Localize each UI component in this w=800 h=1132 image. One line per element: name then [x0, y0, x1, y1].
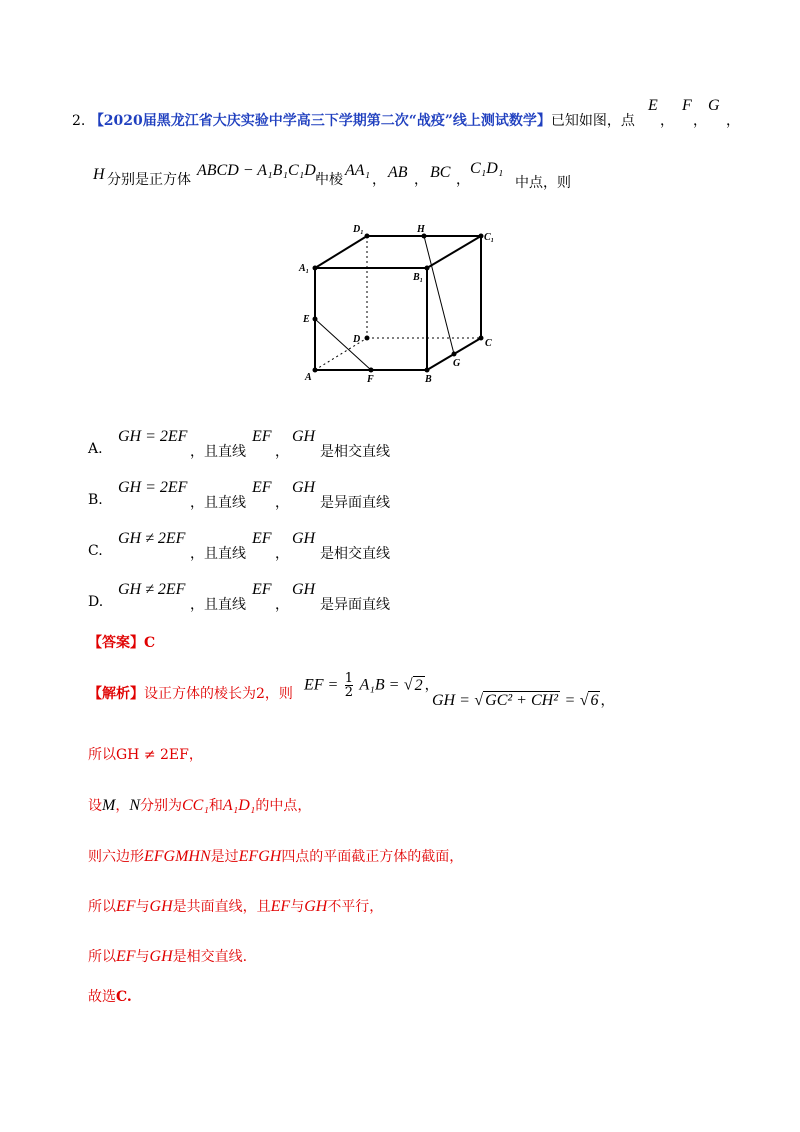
option-d-line2: GH	[292, 581, 316, 598]
l4-a: 则六边形	[88, 849, 144, 865]
option-a-line1: EF	[252, 428, 272, 445]
l3-N: N	[129, 797, 140, 814]
l5-GH2: GH	[304, 898, 328, 915]
option-b-formula: GH = 2EF	[118, 479, 188, 496]
l4-c: 四点的平面截正方体的截面，	[281, 849, 464, 865]
eq1-sqrt: 2	[414, 676, 423, 694]
option-a-formula: GH = 2EF	[118, 428, 188, 445]
l3-a: 设	[88, 798, 102, 814]
l4-b: 是过	[210, 849, 239, 865]
label-D1: D₁	[353, 224, 364, 235]
question-source: 【2020届黑龙江省大庆实验中学高三下学期第二次“战疫”线上测试数学】	[89, 113, 551, 129]
eq2-lhs: GH =	[432, 692, 470, 709]
analysis-line-1	[88, 683, 293, 703]
edge-AA1: AA₁	[345, 162, 371, 179]
l4-pts: EFGH	[238, 848, 282, 865]
analysis-label: 【解析】	[88, 686, 144, 702]
comma: ，	[726, 113, 740, 129]
l5-e: 不平行，	[327, 899, 384, 915]
option-c-letter: C.	[88, 543, 103, 559]
l3-A1D1: A₁D₁	[222, 797, 256, 814]
point-G: G	[708, 97, 720, 114]
l6-c: 是相交直线.	[172, 949, 248, 965]
label-A1: A₁	[299, 263, 310, 274]
l6-a: 所以	[88, 949, 116, 965]
label-G: G	[453, 358, 461, 369]
option-b-letter: B.	[88, 492, 103, 508]
edge-AB: AB	[388, 164, 408, 181]
l6-b: 与	[135, 949, 150, 965]
l7-a: 故选	[88, 989, 116, 1005]
l3-e: 的中点，	[255, 798, 312, 814]
analysis-eq1: EF = $\frac{1}{2}$ A₁B = √ 2 ，	[304, 671, 439, 700]
option-d-letter: D.	[88, 594, 104, 610]
label-C: C	[485, 338, 492, 349]
l5-c: 是共面直线，且	[172, 899, 271, 915]
eq2-rhs: 6	[590, 692, 599, 709]
analysis-eq2: GH = √ GC² + CH² = √ 6 ，	[432, 692, 615, 709]
eq1-mid: A₁B =	[359, 676, 400, 694]
option-b-sep: ，	[275, 495, 289, 511]
l3-c: 分别为	[140, 798, 182, 814]
eq2-eq: =	[564, 692, 576, 709]
option-a-end: 是相交直线	[320, 444, 390, 460]
analysis-line-5	[88, 896, 383, 916]
option-b-text: ，且直线	[190, 495, 246, 511]
l5-a: 所以	[88, 899, 116, 915]
analysis-line-6	[88, 946, 247, 966]
option-a-letter: A.	[88, 441, 103, 457]
l5-EF2: EF	[270, 898, 291, 915]
l3-d: 和	[208, 798, 223, 814]
label-C1: C₁	[484, 232, 495, 243]
comma: ，	[456, 172, 470, 188]
comma: ，	[660, 113, 674, 129]
option-a-sep: ，	[275, 444, 289, 460]
comma: ，	[372, 172, 386, 188]
l5-d: 与	[290, 899, 305, 915]
cube-name: ABCD − A₁B₁C₁D₁	[197, 162, 322, 179]
l5-EF: EF	[116, 898, 136, 915]
option-b-line2: GH	[292, 479, 316, 496]
comma: ，	[414, 172, 428, 188]
analysis-line-3	[88, 795, 311, 815]
label-D: D	[353, 334, 361, 345]
analysis-l1-text: 设正方体的棱长为2，则	[144, 686, 293, 702]
answer-label: 【答案】	[88, 635, 144, 651]
option-c-text: ，且直线	[190, 546, 246, 562]
l3-CC1: CC₁	[182, 797, 209, 814]
eq1-lhs: EF =	[304, 676, 339, 694]
option-d-line1: EF	[252, 581, 272, 598]
label-B1: B₁	[413, 272, 424, 283]
option-c-sep: ，	[275, 546, 289, 562]
answer-line	[88, 632, 155, 652]
edge-C1D1: C₁D₁	[470, 160, 504, 177]
option-c-line1: EF	[252, 530, 272, 547]
cube-figure	[295, 218, 505, 388]
option-c-line2: GH	[292, 530, 316, 547]
point-H: H	[93, 166, 105, 183]
answer-value: C	[144, 635, 156, 651]
eq1-frac-num: 1	[344, 671, 354, 686]
option-d-sep: ，	[275, 597, 289, 613]
option-c-end: 是相交直线	[320, 546, 390, 562]
l5-GH: GH	[149, 898, 173, 915]
label-H: H	[417, 224, 425, 235]
label-F: F	[367, 374, 374, 385]
option-d-text: ，且直线	[190, 597, 246, 613]
eq1-frac-den: 2	[344, 685, 354, 700]
option-d-end: 是异面直线	[320, 597, 390, 613]
edges-label: 中棱	[315, 172, 343, 188]
point-F: F	[682, 97, 692, 114]
option-c-formula: GH ≠ 2EF	[118, 530, 186, 547]
option-b-line1: EF	[252, 479, 272, 496]
option-a-text: ，且直线	[190, 444, 246, 460]
l6-EF: EF	[116, 948, 136, 965]
question-text: 分别是正方体	[107, 172, 191, 188]
eq1-fraction	[345, 672, 353, 699]
label-E: E	[303, 314, 310, 325]
edge-BC: BC	[430, 164, 451, 181]
l3-b: ，	[115, 798, 130, 814]
label-A: A	[305, 372, 312, 383]
eq2-sqrt: GC² + CH²	[485, 692, 558, 709]
l6-GH: GH	[149, 948, 173, 965]
option-d-formula: GH ≠ 2EF	[118, 581, 186, 598]
analysis-line-4	[88, 846, 463, 866]
question-line2-end: 中点，则	[515, 175, 571, 191]
l3-M: M	[102, 797, 116, 814]
analysis-line-2: 所以GH ≠ 2EF，	[88, 747, 203, 763]
l5-b: 与	[135, 899, 150, 915]
analysis-line-7	[88, 986, 132, 1006]
option-a-line2: GH	[292, 428, 316, 445]
point-E: E	[648, 97, 658, 114]
question-line-1	[72, 110, 635, 130]
l7-b: C.	[116, 989, 132, 1005]
option-b-end: 是异面直线	[320, 495, 390, 511]
comma: ，	[693, 113, 707, 129]
question-intro: 已知如图，点	[550, 113, 635, 129]
l4-hex: EFGMHN	[144, 848, 211, 865]
question-number: 2.	[72, 113, 86, 129]
label-B: B	[425, 374, 432, 385]
